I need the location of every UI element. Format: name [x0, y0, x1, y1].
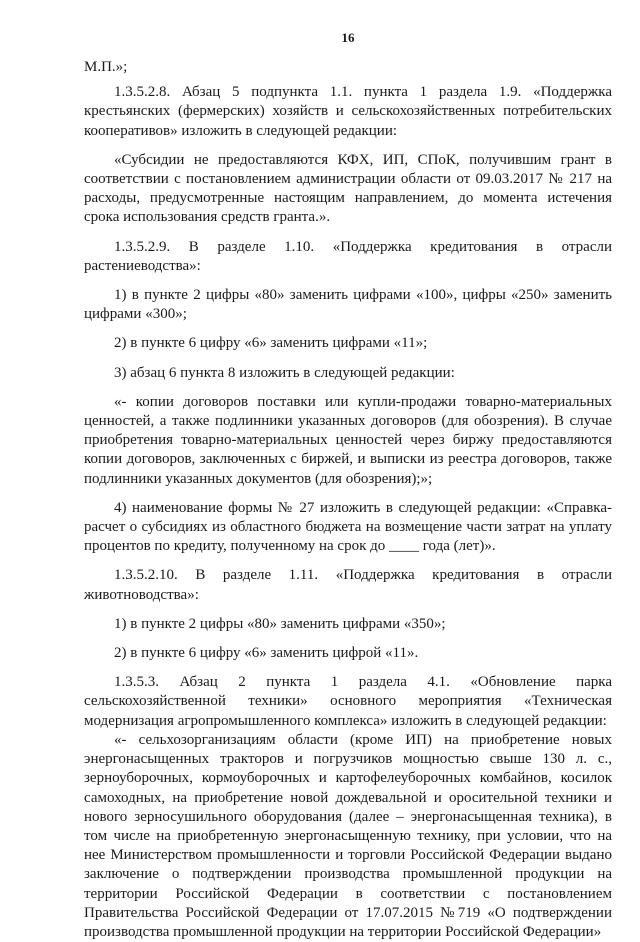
list-item-2: 2) в пункте 6 цифру «6» заменить цифрами «11»;	[114, 335, 428, 352]
paragraph-mp: М.П.»;	[84, 59, 128, 75]
list-item-livestock-1: 1) в пункте 2 цифры «80» заменить цифрами «350»;	[114, 615, 446, 632]
paragraph-subsidy-quote: «Субсидии не предоставляются КФХ, ИП, СПоК, получившим грант в соответствии с постановлением администрации области от 09.03.2017 № 217 на расходы, предусмотренные настоящим направлением, до момента истечения срока использования средств гранта.».	[84, 151, 612, 226]
paragraph-machinery-quote: «- сельхозорганизациям области (кроме ИП) на приобретение новых энергонасыщенных тракторов и погрузчиков мощностью свыше 130 л. с., зерноуборочных, кормоуборочных и картофелеуборочных комбайнов, косилок самоходных, на приобретение новой дождевальной и оросительной техники и нового зерносушильного оборудования (далее – энергонасыщенная техника), в том числе на приобретенную энергонасыщенную технику, при условии, что на нее Министерством промышленности и торговли Российской Федерации выдано заключение о подтверждении производства промышленной продукции на территории Российской Федерации в соответствии с постановлением Правительства Российской Федерации от 17.07.2015 №719 «О подтверждении производства промышленной продукции на территории Российской Федерации»	[84, 731, 612, 940]
page-number: 16	[341, 30, 355, 45]
paragraph-1-3-5-2-10: 1.3.5.2.10. В разделе 1.11. «Поддержка кредитования в отрасли животноводства»:	[84, 567, 612, 603]
list-item-3: 3) абзац 6 пункта 8 изложить в следующей редакции:	[114, 364, 455, 381]
paragraph-1-3-5-3: 1.3.5.3. Абзац 2 пункта 1 раздела 4.1. «Обновление парка сельскохозяйственной техники» основного мероприятия «Техническая модернизация агропромышленного комплекса» изложить в следующей редакции:	[84, 674, 612, 729]
paragraph-contracts-quote: «- копии договоров поставки или купли-продажи товарно-материальных ценностей, а также подлинники указанных договоров (для обозрения). В случае приобретения товарно-материальных ценностей через биржу предоставляются копии договоров, заключенных с биржей, и выписки из реестра договоров, также подлинники указанных документов (для обозрения);»;	[84, 393, 612, 487]
list-item-4: 4) наименование формы № 27 изложить в следующей редакции: «Справка-расчет о субсидиях из областного бюджета на возмещение части затрат на уплату процентов по кредиту, полученному на срок до ____ года (лет)».	[84, 499, 612, 555]
paragraph-1-3-5-2-9: 1.3.5.2.9. В разделе 1.10. «Поддержка кредитования в отрасли растениеводства»:	[84, 238, 612, 274]
paragraph-1-3-5-2-8: 1.3.5.2.8. Абзац 5 подпункта 1.1. пункта 1 раздела 1.9. «Поддержка крестьянских (фермерских) хозяйств и сельскохозяйственных потребительских кооперативов» изложить в следующей редакции:	[84, 84, 612, 139]
list-item-livestock-2: 2) в пункте 6 цифру «6» заменить цифрой «11».	[114, 645, 419, 662]
document-page	[84, 30, 612, 942]
list-item-1: 1) в пункте 2 цифры «80» заменить цифрами «100», цифры «250» заменить цифрами «300»;	[84, 287, 612, 323]
